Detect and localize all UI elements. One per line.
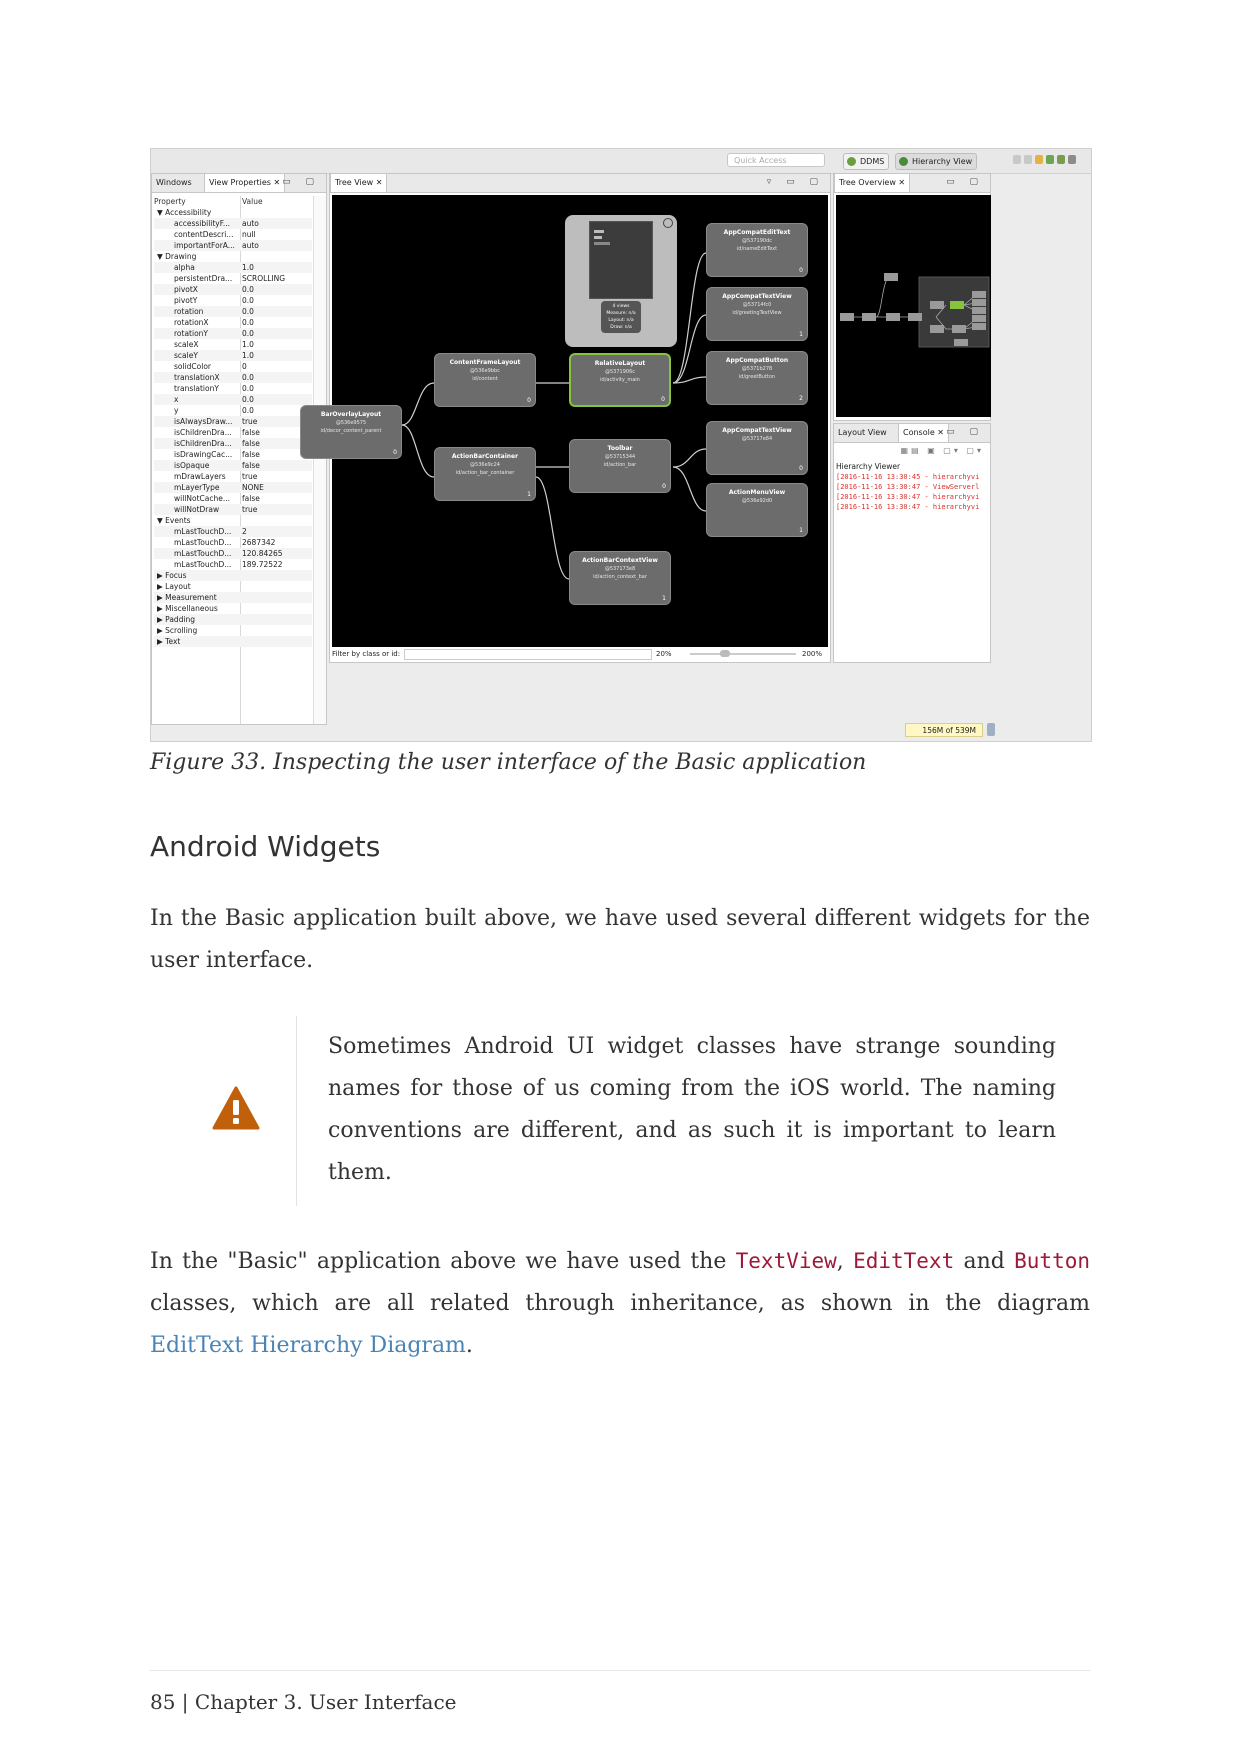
ddms-icon [847,157,856,166]
property-value: false [242,494,260,503]
tree-overview-panel [833,173,991,421]
property-value: false [242,428,260,437]
minimize-maximize-icons[interactable]: ▭ ▢ [282,177,320,187]
property-key: contentDescri... [174,230,234,239]
property-value: false [242,450,260,459]
console-panel [833,423,991,663]
property-key: pivotX [174,285,198,294]
property-row[interactable] [154,284,312,295]
property-row[interactable] [154,372,312,383]
tree-node-hex: @536e9bbc [470,368,500,374]
tree-node-nid: id/action_bar [603,462,637,468]
tree-node-nid: id/greetButton [738,374,776,380]
ide-toolbar [151,149,1091,174]
minimize-maximize-icons[interactable]: ▭ ▢ [946,427,984,437]
tree-node-nid: id/content [472,376,498,382]
perspective-ddms-label: DDMS [860,157,885,166]
property-value: 1.0 [242,263,254,272]
property-value: 0.0 [242,318,254,327]
tree-node-hex: @536e9575 [335,420,367,426]
tree-node-nid: id/nameEditText [736,246,778,252]
property-key: translationY [174,384,219,393]
preview-info [601,301,641,333]
property-key: mDrawLayers [174,472,226,481]
tree-node-name: BarOverlayLayout [320,411,382,418]
property-row[interactable] [154,570,312,581]
preview-screen [589,221,653,299]
property-value: 2687342 [242,538,276,547]
filter-input[interactable] [404,649,652,660]
tree-node-count: 2 [799,395,803,402]
code-edittext: EditText [853,1249,955,1273]
property-row[interactable] [154,262,312,273]
page-footer: 85 | Chapter 3. User Interface [150,1690,457,1714]
property-value: 0.0 [242,406,254,415]
property-row[interactable] [154,339,312,350]
tree-node-nid: id/greetingTextView [732,310,782,316]
filter-label: Filter by class or id: [332,650,401,658]
property-row[interactable] [154,273,312,284]
property-value: null [242,230,256,239]
tree-view-tabbar [330,174,830,193]
col-property: Property [154,197,186,206]
property-key: scaleX [174,340,199,349]
tree-node-nid: id/decor_content_parent [320,428,382,434]
property-key: accessibilityF... [174,219,231,228]
property-row[interactable] [154,207,312,218]
property-key: alpha [174,263,195,272]
property-row[interactable] [154,559,312,570]
property-value: true [242,417,258,426]
property-key: rotation [174,307,204,316]
property-value: 2 [242,527,247,536]
hierarchy-icon [899,157,908,166]
property-key: scaleY [174,351,198,360]
tree-node-count: 1 [527,491,531,498]
quick-access-input[interactable]: Quick Access [727,153,825,167]
tree-node-hex: @53714fc0 [742,302,772,308]
tree-node-count: 0 [661,396,665,403]
tree-node[interactable] [569,353,671,407]
property-value: 1.0 [242,340,254,349]
property-row[interactable] [154,251,312,262]
property-value: 0.0 [242,395,254,404]
property-key: rotationY [174,329,208,338]
paragraph-widgets [150,1240,1090,1367]
console-title: Hierarchy Viewer [836,462,901,471]
property-key: mLastTouchD... [174,527,232,536]
property-key: mLastTouchD... [174,560,232,569]
property-key: isAlwaysDraw... [174,417,233,426]
tab-tree-overview-label: Tree Overview [839,178,896,187]
property-key: ▶ Miscellaneous [157,604,218,613]
tab-tree-view-label: Tree View [335,178,374,187]
property-value: 189.72522 [242,560,283,569]
property-row[interactable] [154,405,312,416]
property-row[interactable] [154,350,312,361]
property-key: ▼ Accessibility [157,208,212,217]
perspective-hierarchy-label: Hierarchy View [912,157,973,166]
property-row[interactable] [154,592,312,603]
perspective-ddms-button[interactable] [843,153,889,170]
tab-console[interactable]: Console ✕ [898,424,949,442]
property-row[interactable] [154,548,312,559]
tab-layout-view[interactable] [834,424,891,442]
tree-node-name: AppCompatTextView [722,427,792,434]
property-key: ▼ Drawing [157,252,197,261]
tree-node-name: AppCompatButton [725,357,789,364]
para2-text: . [465,1333,473,1358]
tree-node-hex: @53717e84 [741,436,773,442]
tree-node-count: 0 [662,483,666,490]
tree-node-name: ActionBarContextView [582,557,658,564]
minimize-maximize-icons[interactable]: ▭ ▢ [946,177,984,187]
property-row[interactable] [154,614,312,625]
property-key: x [174,395,179,404]
tree-node-name: RelativeLayout [594,360,646,367]
tree-node-nid: id/action_bar_container [455,470,515,476]
preview-views: 4 views [612,304,630,309]
property-row[interactable] [154,526,312,537]
console-line: [2016-11-16 13:30:45 - hierarchyvi [836,473,980,481]
console-output [836,472,979,512]
property-key: ▶ Padding [157,615,196,624]
section-heading: Android Widgets [150,830,381,863]
tree-node-name: AppCompatEditText [723,229,791,236]
property-value: 0.0 [242,329,254,338]
hierarchy-viewer-screenshot [150,148,1092,742]
properties-scrollbar[interactable] [313,196,326,724]
property-row[interactable] [154,493,312,504]
property-key: persistentDra... [174,274,233,283]
property-value: 0.0 [242,296,254,305]
para2-text: classes, which are all related through inheritance, as shown in the diagram [150,1291,1090,1316]
tree-overview-tabbar [834,174,990,193]
property-row[interactable] [154,515,312,526]
property-value: 0.0 [242,285,254,294]
property-value: true [242,505,258,514]
console-line: [2016-11-16 13:30:47 - ViewServerl [836,483,980,491]
property-key: pivotY [174,296,198,305]
property-row[interactable] [154,625,312,636]
property-row[interactable] [154,295,312,306]
tree-node[interactable] [569,439,671,493]
tree-node-name: ActionBarContainer [451,453,519,460]
property-key: ▼ Events [157,516,191,525]
property-key: willNotCache... [174,494,231,503]
code-textview: TextView [735,1249,837,1273]
tree-node-count: 1 [662,595,666,602]
property-row[interactable] [154,504,312,515]
property-row[interactable] [154,328,312,339]
minimize-maximize-icons[interactable]: ▿ ▭ ▢ [766,177,824,187]
zoom-slider-knob[interactable] [720,650,730,657]
tab-layout-view-label: Layout View [838,428,887,437]
property-key: translationX [174,373,220,382]
tree-node-hex: @537173e8 [604,566,636,572]
close-icon[interactable] [663,218,673,228]
tab-windows-label: Windows [156,178,192,187]
property-row[interactable] [154,394,312,405]
property-key: rotationX [174,318,209,327]
property-value: auto [242,219,259,228]
property-row[interactable] [154,581,312,592]
toolbar-icon[interactable] [1024,155,1032,164]
tab-console-label: Console [903,428,935,437]
property-value: 0 [242,362,247,371]
tree-node-count: 0 [393,449,397,456]
tree-node[interactable] [569,551,671,605]
code-button: Button [1014,1249,1090,1273]
admonition-text: Sometimes Android UI widget classes have strange sounding names for those of us coming from the iOS world. The naming conventions are different, and as such it is important to learn them. [328,1034,1056,1185]
tab-tree-view[interactable]: Tree View ✕ [330,174,387,192]
tree-node-count: 0 [799,465,803,472]
tree-node-count: 0 [799,267,803,274]
tree-node[interactable] [706,351,808,405]
toolbar-icon[interactable] [1013,155,1021,164]
property-row[interactable] [154,636,312,647]
tree-node-nid: id/activity_main [600,377,640,383]
property-key: ▶ Scrolling [157,626,198,635]
layout-preview-popup [565,215,677,347]
property-value: 1.0 [242,351,254,360]
property-table-header [154,196,312,207]
figure-caption: Figure 33. Inspecting the user interface of the Basic application [150,750,867,775]
property-key: willNotDraw [174,505,220,514]
toolbar-icons [1013,155,1079,166]
property-key: isDrawingCac... [174,450,233,459]
tab-view-properties[interactable]: View Properties ✕ [204,174,285,192]
perspective-hierarchy-button[interactable] [895,153,977,170]
tab-tree-overview[interactable]: Tree Overview ✕ [834,174,910,192]
memory-status[interactable]: 156M of 539M [905,723,983,737]
property-value: 120.84265 [242,549,283,558]
property-row[interactable] [154,306,312,317]
tree-node[interactable] [706,287,808,341]
tree-node-hex: @537190dc [741,238,772,244]
tree-node[interactable] [706,223,808,277]
property-key: isOpaque [174,461,210,470]
view-properties-tabbar [152,174,326,193]
property-key: ▶ Text [157,637,181,646]
tree-node-hex: @536e9c24 [470,462,500,468]
property-value: false [242,439,260,448]
tree-node-name: ContentFrameLayout [449,359,521,366]
paragraph-intro: In the Basic application built above, we have used several different widgets for the user interface. [150,906,1090,973]
footer-divider [150,1670,1090,1671]
tree-node[interactable] [706,421,808,475]
property-row[interactable] [154,240,312,251]
tree-canvas[interactable] [320,195,828,647]
console-tabbar [834,424,990,443]
tree-node-hex: @5371b278 [741,366,773,372]
tree-node-count: 1 [799,527,803,534]
property-key: ▶ Focus [157,571,187,580]
tree-node[interactable] [434,447,536,501]
zoom-slider[interactable] [690,653,796,655]
tree-node-hex: @536e92d0 [741,498,773,504]
tree-node[interactable] [300,405,402,459]
warning-icon [212,1086,260,1130]
property-row[interactable] [154,383,312,394]
property-row[interactable] [154,471,312,482]
tree-node-nid: id/action_context_bar [593,574,647,580]
property-row[interactable] [154,460,312,471]
property-table [154,196,312,647]
tree-node-name: Toolbar [607,445,633,452]
property-row[interactable] [154,416,312,427]
property-key: mLayerType [174,483,220,492]
tree-node-hex: @5371906c [604,369,636,375]
tree-overview-canvas[interactable] [836,195,991,417]
property-row[interactable] [154,229,312,240]
property-row[interactable] [154,482,312,493]
tree-node-name: AppCompatTextView [722,293,792,300]
para2-text: , [836,1249,854,1274]
console-line: [2016-11-16 13:30:47 - hierarchyvi [836,493,980,501]
para2-text: and [954,1249,1015,1274]
property-value: false [242,461,260,470]
tab-windows[interactable] [152,174,196,192]
console-toolbar-icons[interactable]: ▦▤ ▣ ▢▾ ▢▾ [900,446,984,455]
tab-view-properties-label: View Properties [209,178,271,187]
toolbar-icon[interactable] [1035,155,1043,164]
property-key: importantForA... [174,241,235,250]
property-key: mLastTouchD... [174,549,232,558]
tree-overview-thumbnail [836,195,991,417]
property-key: solidColor [174,362,212,371]
trash-icon[interactable] [987,723,995,736]
property-row[interactable] [154,361,312,372]
para2-text: In the "Basic" application above we have used the [150,1249,736,1274]
property-value: SCROLLING [242,274,286,283]
tree-filter-bar [332,648,828,660]
property-row[interactable] [154,438,312,449]
property-value: auto [242,241,259,250]
tree-node[interactable] [706,483,808,537]
property-row[interactable] [154,449,312,460]
tree-node-name: ActionMenuView [728,489,786,496]
property-row[interactable] [154,603,312,614]
property-row[interactable] [154,218,312,229]
property-key: ▶ Layout [157,582,191,591]
console-line: [2016-11-16 13:30:47 - hierarchyvi [836,503,980,511]
preview-layout: Layout: n/a [608,318,634,323]
property-row[interactable] [154,317,312,328]
property-key: y [174,406,179,415]
property-value: 0.0 [242,373,254,382]
col-value: Value [242,197,263,206]
toolbar-icon[interactable] [1046,155,1054,164]
admonition-icon-cell [150,1016,297,1206]
property-key: isChildrenDra... [174,439,232,448]
edittext-hierarchy-link[interactable]: EditText Hierarchy Diagram [150,1333,466,1358]
property-value: NONE [242,483,264,492]
preview-draw: Draw: n/a [610,325,632,330]
zoom-max-label: 200% [802,650,823,658]
tree-view-panel [320,173,831,663]
preview-measure: Measure: n/a [606,311,636,316]
toolbar-icon[interactable] [1068,155,1076,164]
property-key: mLastTouchD... [174,538,232,547]
property-value: true [242,472,258,481]
property-value: 0.0 [242,384,254,393]
zoom-min-label: 20% [656,650,672,658]
warning-admonition [150,1016,1090,1206]
toolbar-icon[interactable] [1057,155,1065,164]
tree-node-count: 0 [527,397,531,404]
property-key: ▶ Measurement [157,593,217,602]
tree-node-hex: @53715344 [604,454,636,460]
tree-node-count: 1 [799,331,803,338]
property-row[interactable] [154,537,312,548]
property-row[interactable] [154,427,312,438]
tree-node[interactable] [434,353,536,407]
property-key: isChildrenDra... [174,428,232,437]
property-value: 0.0 [242,307,254,316]
